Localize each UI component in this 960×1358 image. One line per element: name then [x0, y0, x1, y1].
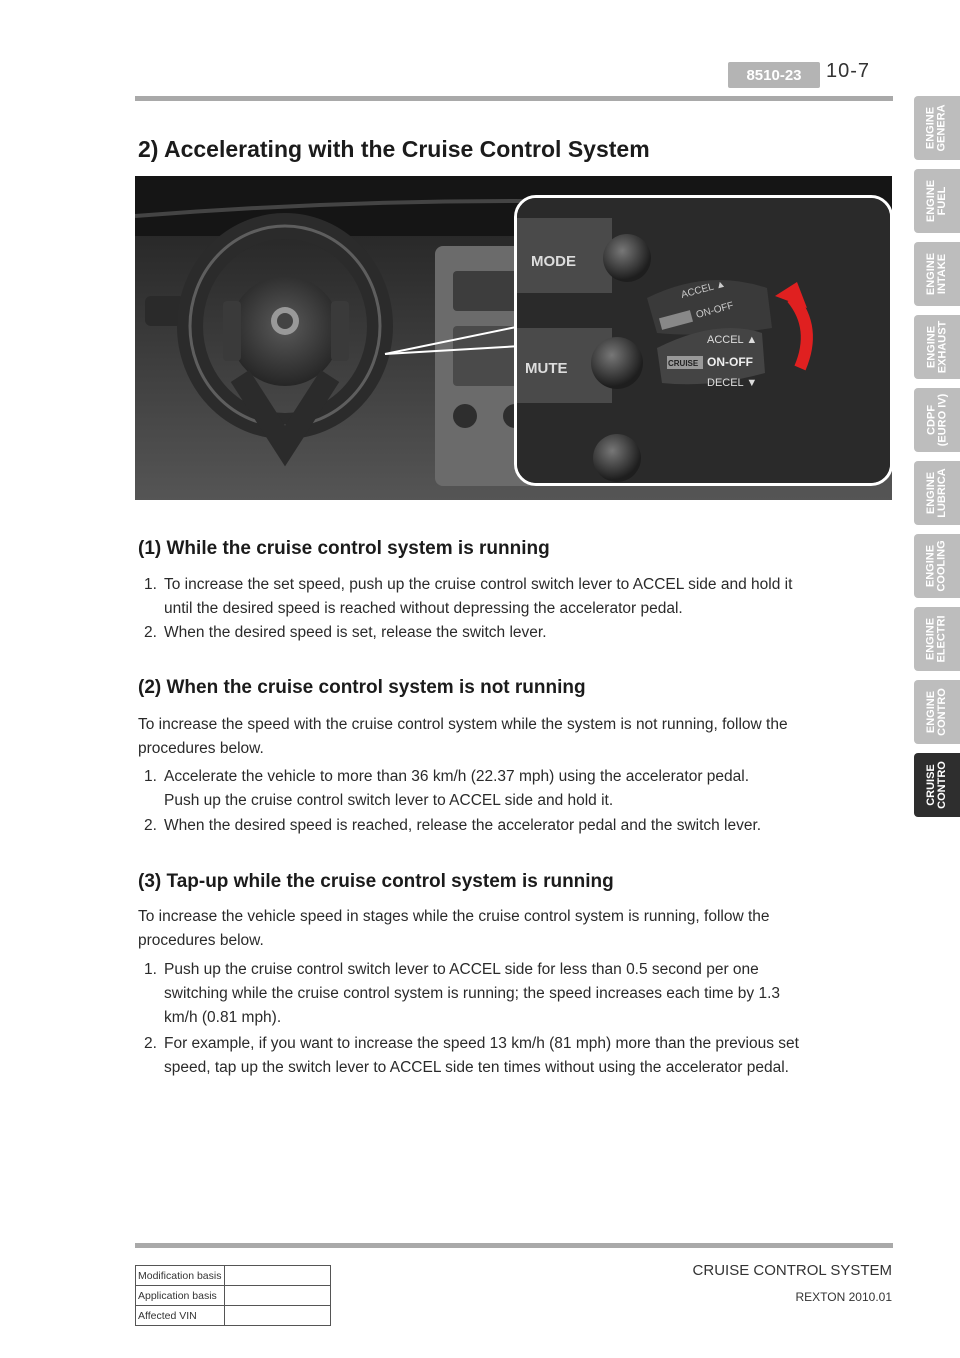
section-code-badge: 8510-23: [728, 62, 820, 88]
tab-label: ENGINE FUEL: [925, 179, 948, 223]
tab-engine-lubrication[interactable]: [914, 461, 960, 525]
tab-label: ENGINE COOLING: [925, 540, 948, 592]
tab-label: ENGINE INTAKE: [925, 252, 948, 296]
footer-model: REXTON 2010.01: [795, 1290, 892, 1304]
footer-rule: [135, 1243, 893, 1248]
section-heading-tap-up: (3) Tap-up while the cruise control system is running: [138, 871, 614, 892]
list-text-line: Accelerate the vehicle to more than 36 km/h (22.37 mph) using the accelerator pedal.: [164, 768, 750, 785]
list-number: 2.: [144, 1035, 157, 1052]
tab-engine-electrical[interactable]: [914, 607, 960, 671]
list-text-line: until the desired speed is reached without depressing the accelerator pedal.: [164, 600, 683, 617]
header-rule: [135, 96, 893, 101]
table-row: [136, 1286, 331, 1306]
table-label: Modification basis: [136, 1266, 225, 1286]
intro-line: procedures below.: [138, 932, 264, 949]
tab-cruise-control[interactable]: [914, 753, 960, 817]
list-item: [138, 814, 892, 838]
list-text-line: For example, if you want to increase the speed 13 km/h (81 mph) more than the previous set: [164, 1035, 799, 1052]
list-text-line: km/h (0.81 mph).: [164, 1009, 282, 1026]
cruise-label: CRUISE: [668, 359, 699, 368]
tab-label: ENGINE EXHAUST: [925, 320, 948, 374]
list-number: 1.: [144, 768, 157, 785]
table-row: [136, 1266, 331, 1286]
mute-label: MUTE: [525, 360, 568, 377]
tab-engine-intake[interactable]: [914, 242, 960, 306]
modification-table: [135, 1265, 331, 1326]
section-intro: [138, 713, 892, 761]
tab-cdpf[interactable]: [914, 388, 960, 452]
list-item: [138, 573, 892, 621]
list-item: [138, 958, 892, 1030]
list-number: 2.: [144, 624, 157, 641]
mode-label: MODE: [531, 253, 576, 270]
tab-engine-control[interactable]: [914, 680, 960, 744]
lever-closeup-illustration: [517, 198, 890, 483]
accel-label: ACCEL ▲: [707, 334, 758, 346]
page-title: 2) Accelerating with the Cruise Control System: [138, 136, 650, 162]
list-item: [138, 1032, 892, 1080]
decel-label: DECEL ▼: [707, 377, 758, 389]
table-value: [225, 1306, 331, 1326]
tab-label: CDPF (EURO IV): [925, 393, 948, 447]
intro-line: To increase the vehicle speed in stages while the cruise control system is running, follow the: [138, 908, 770, 925]
table-label: Affected VIN: [136, 1306, 225, 1326]
list-text-line: Push up the cruise control switch lever to ACCEL side for less than 0.5 second per one: [164, 961, 759, 978]
intro-line: To increase the speed with the cruise control system while the system is not running, follow the: [138, 716, 788, 733]
tab-engine-exhaust[interactable]: [914, 315, 960, 379]
list-text-line: To increase the set speed, push up the cruise control switch lever to ACCEL side and hold it: [164, 576, 793, 593]
list-number: 1.: [144, 961, 157, 978]
tab-engine-cooling[interactable]: [914, 534, 960, 598]
list-text-line: speed, tap up the switch lever to ACCEL side ten times without using the accelerator pedal.: [164, 1059, 789, 1076]
tab-label: ENGINE GENERA: [925, 104, 948, 152]
list-number: 2.: [144, 817, 157, 834]
section-heading-not-running: (2) When the cruise control system is not running: [138, 677, 586, 698]
table-label: Application basis: [136, 1286, 225, 1306]
table-row: [136, 1306, 331, 1326]
tab-label: CRUISE CONTRO: [925, 761, 949, 809]
list-text-line: When the desired speed is set, release the switch lever.: [164, 624, 547, 641]
tab-label: ENGINE CONTRO: [925, 688, 949, 736]
onoff-label: ON-OFF: [707, 355, 753, 369]
list-text-line: switching while the cruise control system is running; the speed increases each time by 1.3: [164, 985, 780, 1002]
list-text-line: Push up the cruise control switch lever to ACCEL side and hold it.: [164, 792, 614, 809]
section-heading-running: (1) While the cruise control system is running: [138, 538, 550, 559]
footer-title: CRUISE CONTROL SYSTEM: [692, 1262, 892, 1279]
tab-engine-general[interactable]: [914, 96, 960, 160]
list-number: 1.: [144, 576, 157, 593]
table-value: [225, 1266, 331, 1286]
intro-line: procedures below.: [138, 740, 264, 757]
list-text-line: When the desired speed is reached, release the accelerator pedal and the switch lever.: [164, 817, 762, 834]
tab-label: ENGINE ELECTRI: [925, 615, 948, 663]
upper-onoff-label: ON-OFF: [694, 300, 735, 321]
table-value: [225, 1286, 331, 1306]
list-item: [138, 621, 892, 645]
cruise-lever-closeup: [514, 195, 893, 486]
upper-accel-label: ACCEL ▲: [679, 278, 727, 301]
list-item: [138, 765, 892, 813]
tab-label: ENGINE LUBRICA: [925, 468, 948, 518]
page-number: 10-7: [826, 60, 871, 82]
section-intro: [138, 905, 892, 953]
tab-engine-fuel[interactable]: [914, 169, 960, 233]
